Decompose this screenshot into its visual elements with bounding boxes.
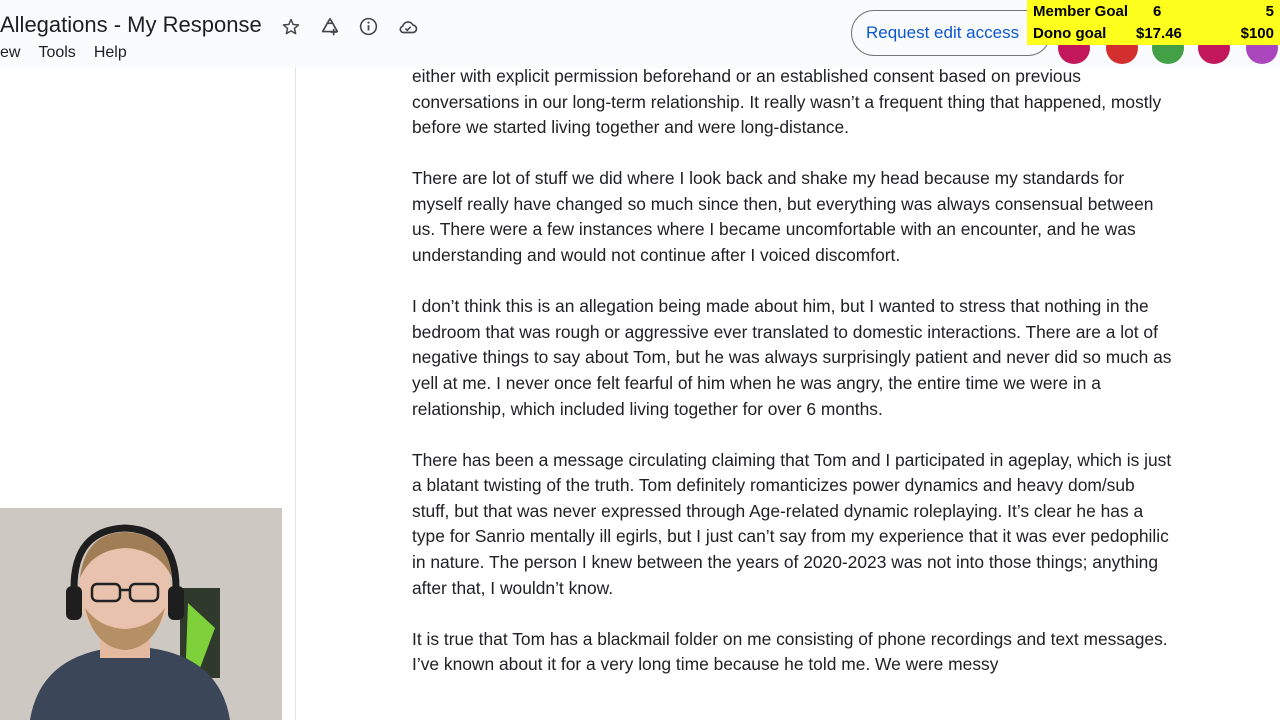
dono-goal-current: $17.46 bbox=[1136, 25, 1182, 42]
dono-goal-row bbox=[1033, 23, 1274, 45]
info-icon[interactable] bbox=[356, 14, 381, 39]
member-goal-row bbox=[1033, 1, 1274, 23]
doc-paragraph: There has been a message circulating claiming that Tom and I participated in ageplay, which is just a blatant twisting of the truth. Tom definitely romanticizes power dynamics and heavy dom/sub stuff, but that was never expressed through Age-related dynamic roleplaying. It’s clear he has a type for Sanrio mentally ill egirls, but I just can’t say from my experience that it was ever pedophilic in nature. The person I knew between the years of 2020-2023 was not into those things; anything after that, I wouldn’t know. bbox=[412, 449, 1172, 598]
request-edit-access-button[interactable]: Request edit access bbox=[851, 10, 1051, 56]
doc-paragraph: either with explicit permission beforehand or an established consent based on previous conversations in our long-term relationship. It really wasn’t a frequent thing that happened, mostly before we started living together and were long-distance. bbox=[412, 66, 1162, 138]
dono-goal-target: $100 bbox=[1240, 25, 1274, 42]
cloud-saved-icon[interactable] bbox=[395, 14, 420, 39]
doc-paragraph: I don’t think this is an allegation being made about him, but I wanted to stress that nothing in the bedroom that was rough or aggressive ever translated to domestic interactions. There are a lot of negative things to say about Tom, but he was always surprisingly patient and never did so much as yell at me. I never once felt fearful of him when he was angry, the entire time we were in a relationship, which included living together for over 6 months. bbox=[412, 296, 1172, 419]
stream-goal-overlay bbox=[1027, 0, 1280, 45]
menu-help[interactable]: Help bbox=[93, 44, 127, 61]
dono-goal-label: Dono goal bbox=[1033, 25, 1107, 42]
menu-view[interactable]: ew bbox=[0, 44, 21, 61]
doc-paragraph: It is true that Tom has a blackmail folder on me consisting of phone recordings and text messages. I’ve known about it for a very long time because he told me. We were messy bbox=[412, 628, 1168, 675]
docs-header bbox=[0, 0, 1280, 68]
star-icon[interactable] bbox=[278, 14, 303, 39]
document-title[interactable]: Allegations - My Response bbox=[0, 12, 262, 37]
doc-paragraph: There are lot of stuff we did where I look back and shake my head because my standards for myself really have changed so much since then, but everything was always consensual between us. There were a few instances where I became uncomfortable with an encounter, and he was understanding and would not continue after I voiced discomfort. bbox=[412, 168, 1154, 266]
document-body[interactable] bbox=[412, 64, 1172, 678]
move-to-drive-icon[interactable] bbox=[317, 14, 342, 39]
title-icon-bar bbox=[278, 14, 420, 39]
menu-bar bbox=[0, 44, 145, 62]
member-goal-target: 5 bbox=[1265, 3, 1274, 20]
webcam-feed bbox=[0, 508, 282, 720]
member-goal-label: Member Goal bbox=[1033, 3, 1129, 20]
member-goal-current: 6 bbox=[1153, 3, 1162, 20]
menu-tools[interactable]: Tools bbox=[38, 44, 76, 61]
